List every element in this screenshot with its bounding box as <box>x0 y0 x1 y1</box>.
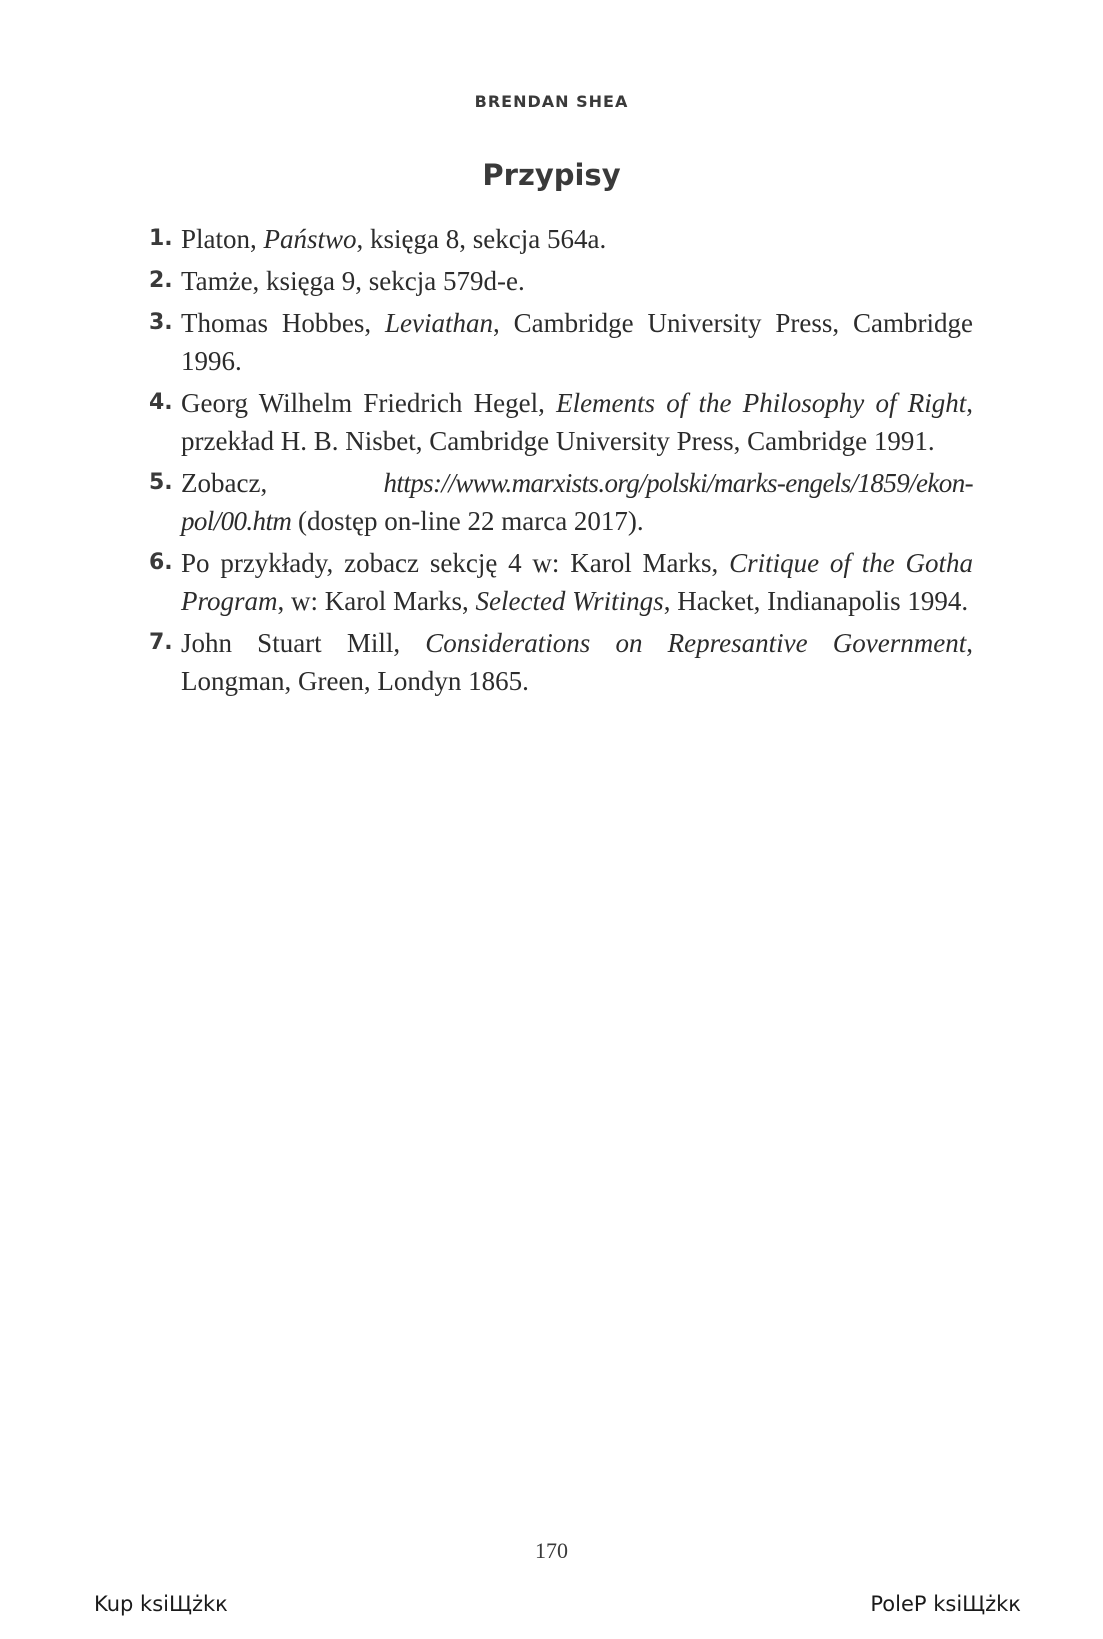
footnote-item <box>149 464 973 540</box>
footnote-item <box>149 544 973 620</box>
footnote-title-italic: Selected Writings <box>475 586 664 616</box>
footnote-text: , Longman, Green, Londyn 1865. <box>181 628 973 696</box>
footnote-text: Zobacz, <box>181 468 384 498</box>
footnote-item <box>149 262 973 300</box>
footnote-title-italic: Considerations on Represantive Government <box>425 628 967 658</box>
page-number: 170 <box>535 1538 568 1563</box>
footnote-number: 3. <box>149 310 173 335</box>
buy-book-link[interactable]: Kup ksiЩżkк <box>94 1592 228 1616</box>
footnote-number: 5. <box>149 470 173 495</box>
footnotes-list <box>149 220 973 704</box>
footnote-number: 2. <box>149 268 173 293</box>
footnote-title-italic: Critique of the Gotha Program <box>181 548 973 616</box>
footnote-number: 4. <box>149 390 173 415</box>
footnote-text: Thomas Hobbes, <box>181 308 386 338</box>
footnote-item <box>149 384 973 460</box>
footnote-text: , księga 8, sekcja 564a. <box>356 224 607 254</box>
footnote-title-italic: Elements of the Philosophy of Right <box>556 388 967 418</box>
footnote-title-italic: Leviathan <box>385 308 494 338</box>
footnote-text: John Stuart Mill, <box>181 628 426 658</box>
footnote-number: 1. <box>149 226 173 251</box>
footnote-url-link[interactable]: https://www.marxists.org/polski/marks-engels/1859/ekon-pol/00.htm <box>181 468 973 536</box>
footnote-text: Georg Wilhelm Friedrich Hegel, <box>181 388 557 418</box>
footnote-number: 7. <box>149 630 173 655</box>
footnote-item <box>149 220 973 258</box>
running-head-author: BRENDAN SHEA <box>474 92 629 111</box>
footnote-text: , Cambridge University Press, Cambridge 1996. <box>181 308 974 376</box>
recommend-book-link[interactable]: PoleР ksiЩżkк <box>870 1592 1021 1616</box>
footnote-item <box>149 624 973 700</box>
footnote-text: , przekład H. B. Nisbet, Cambridge University Press, Cambridge 1991. <box>181 388 974 456</box>
footnote-number: 6. <box>149 550 173 575</box>
footnote-text: Platon, <box>181 224 264 254</box>
footnote-item <box>149 304 973 380</box>
footnote-text: , w: Karol Marks, <box>277 586 476 616</box>
footnote-text: Tamże, księga 9, sekcja 579d-e. <box>181 266 525 296</box>
footnote-text: , Hacket, Indianapolis 1994. <box>663 586 969 616</box>
footnote-title-italic: Państwo <box>263 224 357 254</box>
footnote-text: Po przykłady, zobacz sekcję 4 w: Karol Marks, <box>181 548 730 578</box>
footnote-text: (dostęp on-line 22 marca 2017). <box>291 506 644 536</box>
section-title: Przypisy <box>482 158 621 192</box>
